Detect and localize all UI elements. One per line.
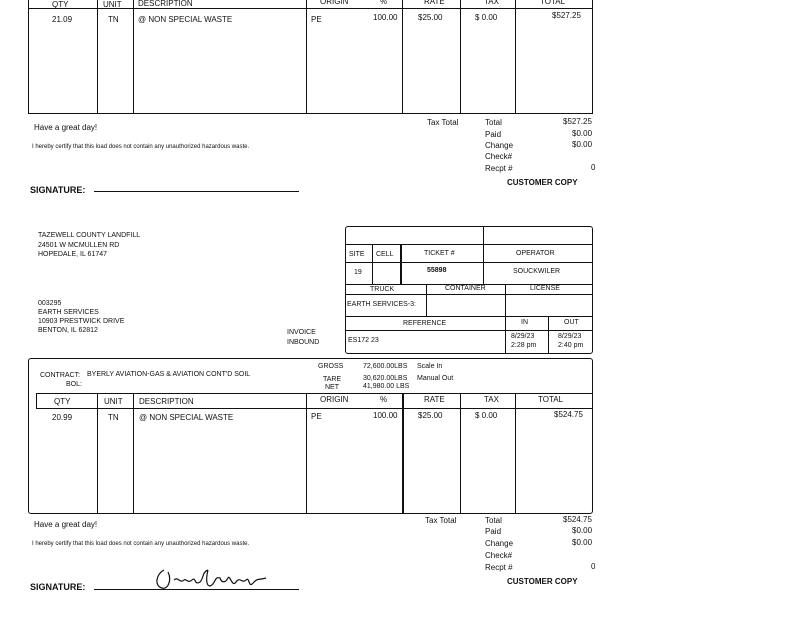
in-label: IN — [521, 319, 528, 326]
ticket1-greeting: Have a great day! — [34, 123, 98, 132]
container-label: CONTAINER — [445, 285, 486, 292]
ticket2-tax-value: $ 0.00 — [475, 411, 498, 420]
grid-row-divider — [345, 262, 593, 263]
ticket2-col-divider — [306, 393, 307, 514]
ticket1-col-divider — [306, 0, 307, 114]
customer-id: 003295 — [38, 300, 62, 307]
ticket1-signature-line — [94, 191, 299, 192]
operator-label: OPERATOR — [516, 250, 555, 257]
grid-row-divider — [345, 316, 593, 317]
gross-value: 72,600.00LBS — [363, 363, 408, 370]
ticket1-unit-value: TN — [108, 15, 119, 24]
ticket2-col-divider — [460, 393, 461, 514]
ticket2-total-value: $524.75 — [554, 410, 583, 419]
ticket2-summary-change-label: Change — [485, 539, 514, 548]
out-label: OUT — [564, 319, 579, 326]
truck-value: EARTH SERVICES-3: — [347, 301, 416, 308]
ticket-number-label: TICKET # — [424, 250, 455, 257]
net-label: NET — [325, 384, 339, 391]
ticket1-col-divider — [515, 0, 516, 114]
ticket1-summary-paid-value: $0.00 — [572, 129, 593, 138]
ticket1-certify-text: I hereby certify that this load does not contain any unauthorized hazardous waste. — [32, 144, 250, 150]
bol-label: BOL: — [66, 381, 82, 388]
ticket1-description-header: DESCRIPTION — [138, 0, 193, 8]
ticket2-summary-total-value: $524.75 — [563, 515, 592, 524]
ticket2-summary-check-label: Check# — [485, 551, 513, 560]
grid-col-divider — [505, 284, 506, 354]
ticket2-qty-value: 20.99 — [52, 413, 73, 422]
cell-label: CELL — [376, 251, 394, 258]
reference-value: ES172 23 — [348, 337, 379, 344]
ticket2-unit-header: UNIT — [104, 397, 123, 406]
ticket1-signature-label: SIGNATURE: — [30, 185, 86, 195]
customer-name: EARTH SERVICES — [38, 309, 99, 316]
ticket2-col-divider — [515, 393, 516, 514]
ticket2-col-divider — [402, 393, 404, 514]
grid-col-divider — [483, 226, 484, 284]
ticket1-summary-change-value: $0.00 — [572, 140, 593, 149]
site-value: 19 — [354, 269, 362, 276]
landfill-address-line2: HOPEDALE, IL 61747 — [38, 251, 108, 258]
truck-label: TRUCK — [370, 286, 395, 293]
ticket1-origin-value: PE — [311, 15, 322, 24]
ticket2-col-divider — [133, 393, 134, 514]
tare-label: TARE — [323, 376, 342, 383]
ticket1-summary-check-label: Check# — [485, 152, 513, 161]
handwritten-signature — [150, 566, 280, 594]
license-label: LICENSE — [530, 285, 560, 292]
ticket1-summary-recpt-value: 0 — [591, 163, 596, 172]
ticket2-unit-value: TN — [108, 413, 119, 422]
ticket2-origin-header: ORIGIN — [320, 395, 349, 404]
in-date: 8/29/23 — [511, 333, 535, 340]
gross-note: Scale In — [417, 363, 443, 370]
ticket1-rate-header: RATE — [424, 0, 445, 6]
ticket2-line-table — [28, 358, 593, 514]
grid-col-divider — [548, 316, 549, 354]
ticket1-description-value: @ NON SPECIAL WASTE — [138, 15, 233, 24]
grid-col-divider — [372, 244, 373, 284]
landfill-name: TAZEWELL COUNTY LANDFILL — [38, 232, 141, 239]
ticket2-rate-header: RATE — [424, 395, 445, 404]
in-time: 2:28 pm — [511, 342, 537, 349]
operator-value: SOUCKWILER — [513, 268, 561, 275]
customer-address-line2: BENTON, IL 62812 — [38, 327, 98, 334]
ticket1-unit-header: UNIT — [103, 0, 122, 9]
ticket2-summary-paid-label: Paid — [485, 527, 502, 536]
site-label: SITE — [349, 251, 365, 258]
ticket1-summary-paid-label: Paid — [485, 130, 502, 139]
customer-address-line1: 10903 PRESTWICK DRIVE — [38, 318, 125, 325]
ticket2-pct-header: % — [380, 395, 388, 404]
ticket2-summary-paid-value: $0.00 — [572, 526, 593, 535]
ticket2-rate-value: $25.00 — [418, 411, 443, 420]
ticket2-customer-copy: CUSTOMER COPY — [507, 577, 578, 586]
ticket2-signature-label: SIGNATURE: — [30, 582, 86, 592]
ticket1-col-divider — [460, 0, 461, 114]
ticket2-summary-total-label: Total — [485, 516, 502, 525]
inbound-label: INBOUND — [287, 339, 320, 346]
ticket2-total-header: TOTAL — [538, 395, 564, 404]
ticket2-origin-value: PE — [311, 412, 322, 421]
ticket2-certify-text: I hereby certify that this load does not contain any unauthorized hazardous waste. — [32, 541, 250, 547]
ticket1-tax-header: TAX — [484, 0, 499, 6]
out-date: 8/29/23 — [558, 333, 582, 340]
ticket2-qty-header: QTY — [54, 397, 71, 406]
ticket-number-value: 55898 — [427, 267, 447, 274]
ticket1-tax-value: $ 0.00 — [475, 13, 498, 22]
ticket1-pct-value: 100.00 — [373, 13, 398, 22]
gross-label: GROSS — [318, 363, 344, 370]
invoice-label: INVOICE — [287, 329, 316, 336]
out-time: 2:40 pm — [558, 342, 584, 349]
ticket2-summary-recpt-label: Recpt # — [485, 563, 513, 572]
ticket2-description-header: DESCRIPTION — [139, 397, 194, 406]
contract-label: CONTRACT: — [40, 372, 81, 379]
landfill-address-line1: 24501 W MCMULLEN RD — [38, 242, 120, 249]
ticket1-customer-copy: CUSTOMER COPY — [507, 178, 578, 187]
ticket2-tax-total-label: Tax Total — [425, 516, 457, 525]
ticket1-total-header: TOTAL — [540, 0, 566, 6]
ticket1-summary-change-label: Change — [485, 141, 514, 150]
grid-col-divider — [426, 284, 427, 316]
ticket2-description-value: @ NON SPECIAL WASTE — [139, 413, 234, 422]
ticket1-total-value: $527.25 — [552, 11, 581, 20]
ticket2-summary-change-value: $0.00 — [572, 538, 593, 547]
ticket2-summary-recpt-value: 0 — [591, 562, 596, 571]
ticket1-summary-recpt-label: Recpt # — [485, 164, 513, 173]
ticket1-summary-total-label: Total — [485, 118, 502, 127]
ticket1-rate-value: $25.00 — [418, 13, 443, 22]
grid-col-divider — [400, 244, 402, 284]
ticket1-pct-header: % — [380, 0, 388, 6]
grid-row-divider — [345, 244, 593, 245]
ticket2-col-divider — [97, 393, 98, 514]
ticket2-greeting: Have a great day! — [34, 520, 98, 529]
contract-value: BYERLY AVIATION-GAS & AVIATION CONT'D SOIL — [87, 371, 251, 378]
ticket1-col-divider — [97, 0, 98, 114]
ticket1-col-divider — [402, 0, 403, 114]
ticket2-pct-value: 100.00 — [373, 411, 398, 420]
ticket1-qty-value: 21.09 — [52, 15, 73, 24]
ticket2-tax-header: TAX — [484, 395, 499, 404]
ticket1-qty-header: QTY — [52, 0, 69, 9]
grid-row-divider — [345, 330, 593, 331]
ticket1-col-divider — [133, 0, 134, 114]
ticket1-origin-header: ORIGIN — [320, 0, 349, 6]
ticket1-summary-total-value: $527.25 — [563, 117, 592, 126]
tare-value: 30,620.00LBS — [363, 375, 408, 382]
net-value: 41,980.00 LBS — [363, 383, 410, 390]
ticket1-tax-total-label: Tax Total — [427, 118, 459, 127]
grid-row-divider — [345, 294, 593, 295]
reference-label: REFERENCE — [403, 320, 447, 327]
tare-note: Manual Out — [417, 375, 454, 382]
